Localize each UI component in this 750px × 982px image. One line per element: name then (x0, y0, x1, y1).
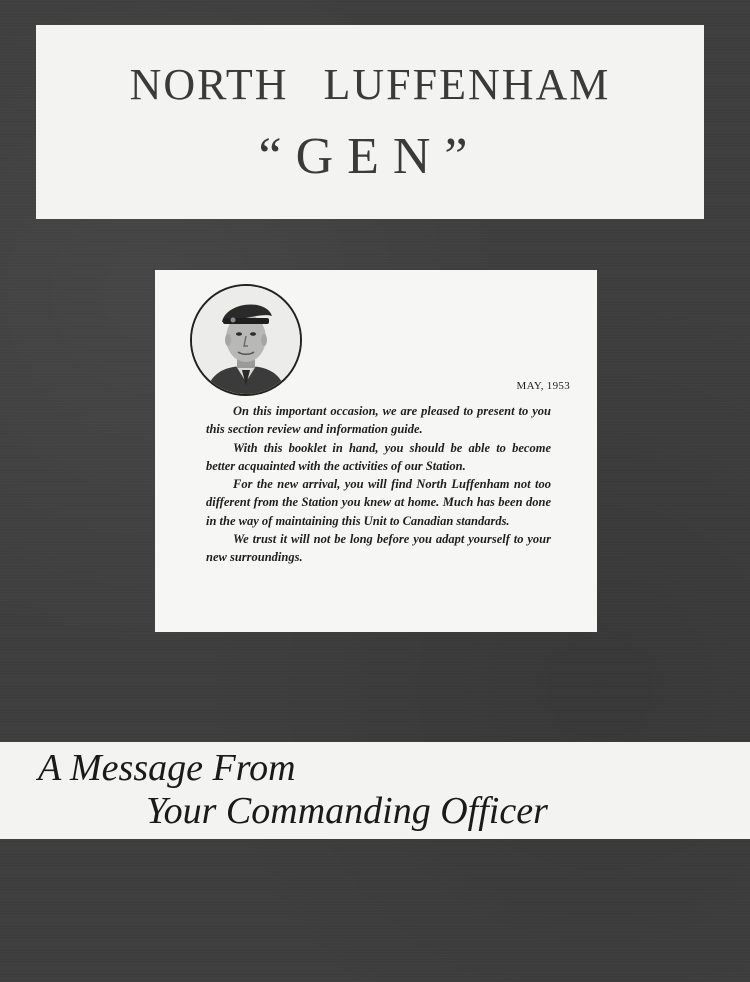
commanding-officer-portrait (190, 284, 302, 396)
banner-heading-line2: Your Commanding Officer (146, 790, 548, 832)
message-banner (0, 742, 750, 839)
letter-body (206, 402, 551, 567)
banner-heading-line1: A Message From (38, 747, 296, 789)
title-panel (36, 25, 704, 219)
letter-paragraph: We trust it will not be long before you adapt yourself to your new surroundings. (206, 532, 551, 565)
portrait-image (192, 286, 300, 394)
letter-card (155, 270, 597, 632)
letter-paragraph: On this important occasion, we are pleased to present to you this section review and information guide. (206, 404, 551, 437)
publication-title: NORTH LUFFENHAM (129, 60, 611, 109)
letter-paragraph: With this booklet in hand, you should be able to become better acquainted with the activities of our Station. (206, 440, 551, 473)
letter-paragraph: For the new arrival, you will find North Luffenham not too different from the Station you knew at home. Much has been done in the way of maintaining this Unit to Canadian standards. (206, 477, 551, 528)
publication-subtitle: “GEN” (258, 128, 482, 185)
letter-date: MAY, 1953 (516, 380, 570, 392)
